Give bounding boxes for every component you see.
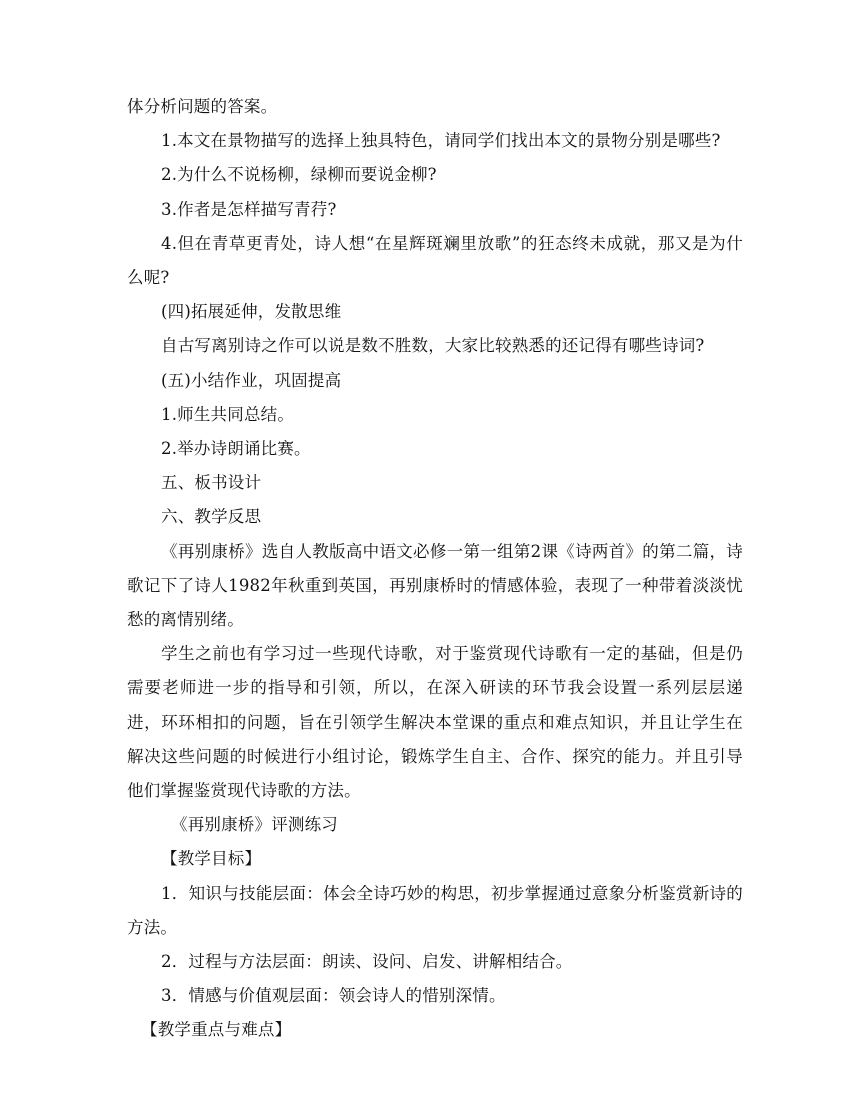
section-heading-extension: (四)拓展延伸，发散思维	[161, 302, 342, 322]
teaching-goal-3: 3．情感与价值观层面：领会诗人的惜别深情。	[161, 986, 506, 1006]
question-4: 4.但在青草更青处，诗人想“在星辉斑斓里放歌”的狂态终未成就，那又是为什么呢?	[127, 233, 743, 288]
section-heading-board-design: 五、板书设计	[161, 473, 262, 493]
question-3: 3.作者是怎样描写青荇?	[161, 199, 337, 219]
extension-question: 自古写离别诗之作可以说是数不胜数，大家比较熟悉的还记得有哪些诗词?	[161, 336, 705, 356]
document-body	[127, 90, 743, 1048]
paragraph-continuation: 体分析问题的答案。	[127, 97, 278, 116]
reflection-paragraph-2: 学生之前也有学习过一些现代诗歌，对于鉴赏现代诗歌有一定的基础，但是仍需要老师进一步的指导和引领，所以，在深入研读的环节我会设置一系列层层递进，环环相扣的问题，旨在引领学生解决本堂课的重点和难点知识，并且让学生在解决这些问题的时候进行小组讨论，锻炼学生自主、合作、探究的能力。并且引导他们掌握鉴赏现代诗歌的方法。	[127, 644, 743, 801]
question-2: 2.为什么不说杨柳，绿柳而要说金柳?	[161, 165, 437, 185]
section-heading-reflection: 六、教学反思	[161, 507, 262, 527]
key-points-heading: 【教学重点与难点】	[141, 1020, 292, 1040]
teaching-goal-1: 1．知识与技能层面：体会全诗巧妙的构思，初步掌握通过意象分析鉴赏新诗的方法。	[127, 883, 743, 937]
section-heading-summary: (五)小结作业，巩固提高	[161, 370, 342, 390]
question-1: 1.本文在景物描写的选择上独具特色，请同学们找出本文的景物分别是哪些?	[161, 131, 721, 151]
reflection-paragraph-1: 《再别康桥》选自人教版高中语文必修一第一组第2课《诗两首》的第二篇，诗歌记下了诗人1982年秋重到英国，再别康桥时的情感体验，表现了一种带着淡淡忧愁的离情别绪。	[127, 541, 743, 630]
teaching-goal-2: 2．过程与方法层面：朗读、设问、启发、讲解相结合。	[161, 952, 573, 972]
exercise-title: 《再别康桥》评测练习	[171, 815, 338, 835]
teaching-goals-heading: 【教学目标】	[161, 849, 262, 869]
summary-item-1: 1.师生共同总结。	[161, 404, 295, 424]
summary-item-2: 2.举办诗朗诵比赛。	[161, 439, 311, 459]
